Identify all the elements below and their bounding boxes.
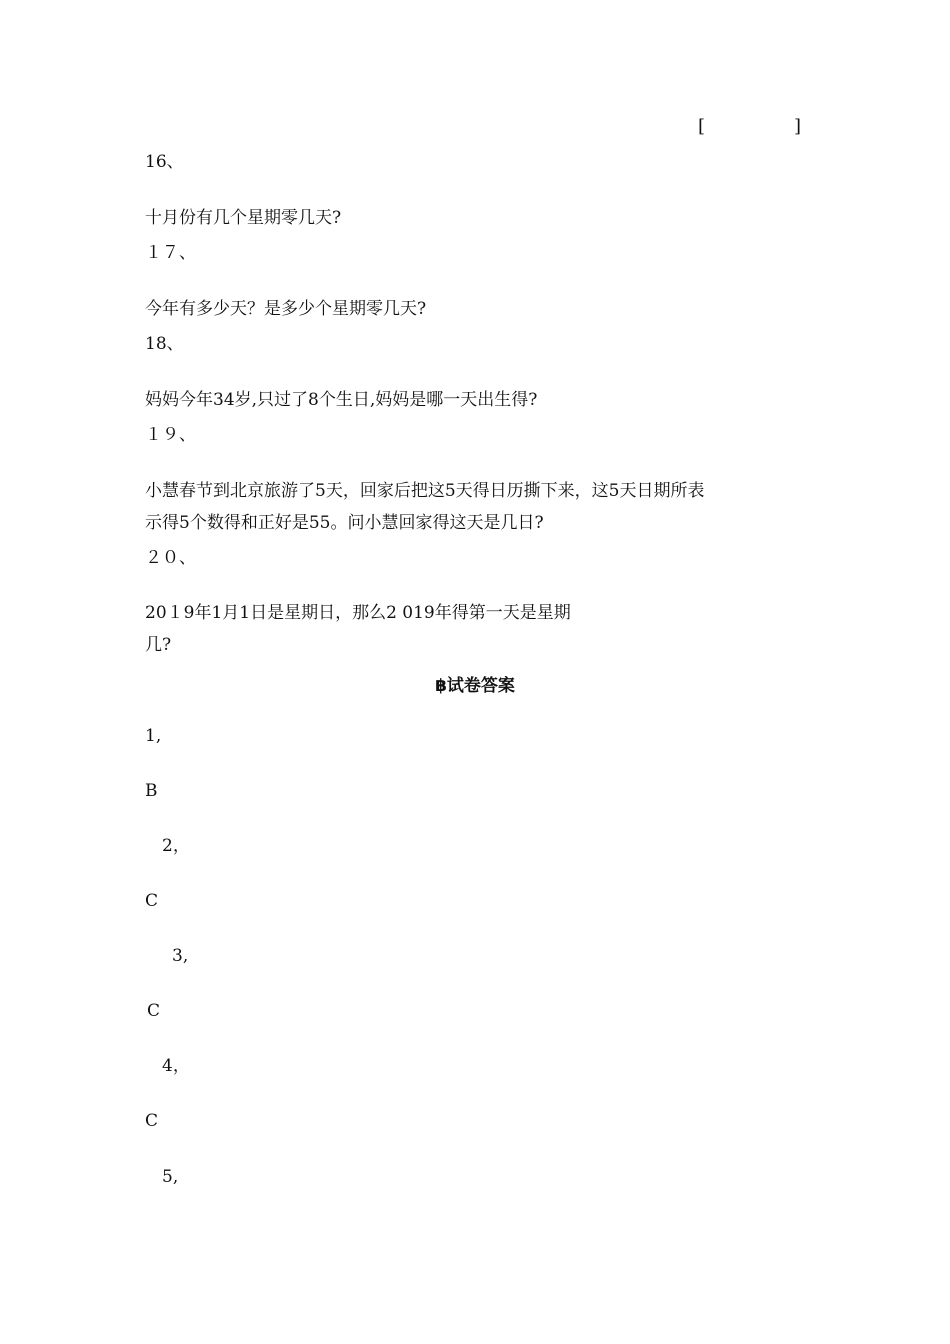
question-18-text: 妈妈今年34岁,只过了8个生日,妈妈是哪一天出生得? [145,390,538,410]
question-17-text: 今年有多少天？是多少个星期零几天? [145,299,427,319]
question-18-number: 18、 [145,334,184,354]
answer-5-number: 5, [162,1167,179,1187]
question-19-text-line1: 小慧春节到北京旅游了5天，回家后把这5天得日历撕下来，这5天日期所表 [145,481,705,501]
question-19-number: １９、 [145,425,196,445]
answer-bracket-open: [ [698,116,706,137]
question-16-text: 十月份有几个星期零几天? [145,208,342,228]
answers-title: ฿试卷答案 [435,676,515,696]
answer-1-value: B [145,781,158,801]
question-16-number: 16、 [145,152,184,172]
answer-4-number: 4， [162,1056,190,1076]
answer-3-value: C [147,1001,161,1021]
question-20-text-line2: 几? [145,635,172,655]
question-20-text-line1: 20１9年1月1日是星期日，那么2 019年得第一天是星期 [145,603,571,623]
answer-4-value: C [145,1111,159,1131]
answer-3-number: 3, [172,946,189,966]
answer-2-number: 2， [162,836,190,856]
question-19-text-line2: 示得5个数得和正好是55。问小慧回家得这天是几日? [145,513,544,533]
question-20-number: ２０、 [145,548,196,568]
question-17-number: １７、 [145,243,196,263]
answer-1-number: 1, [145,726,162,746]
answer-bracket-close: ] [794,116,802,137]
answer-2-value: C [145,891,159,911]
